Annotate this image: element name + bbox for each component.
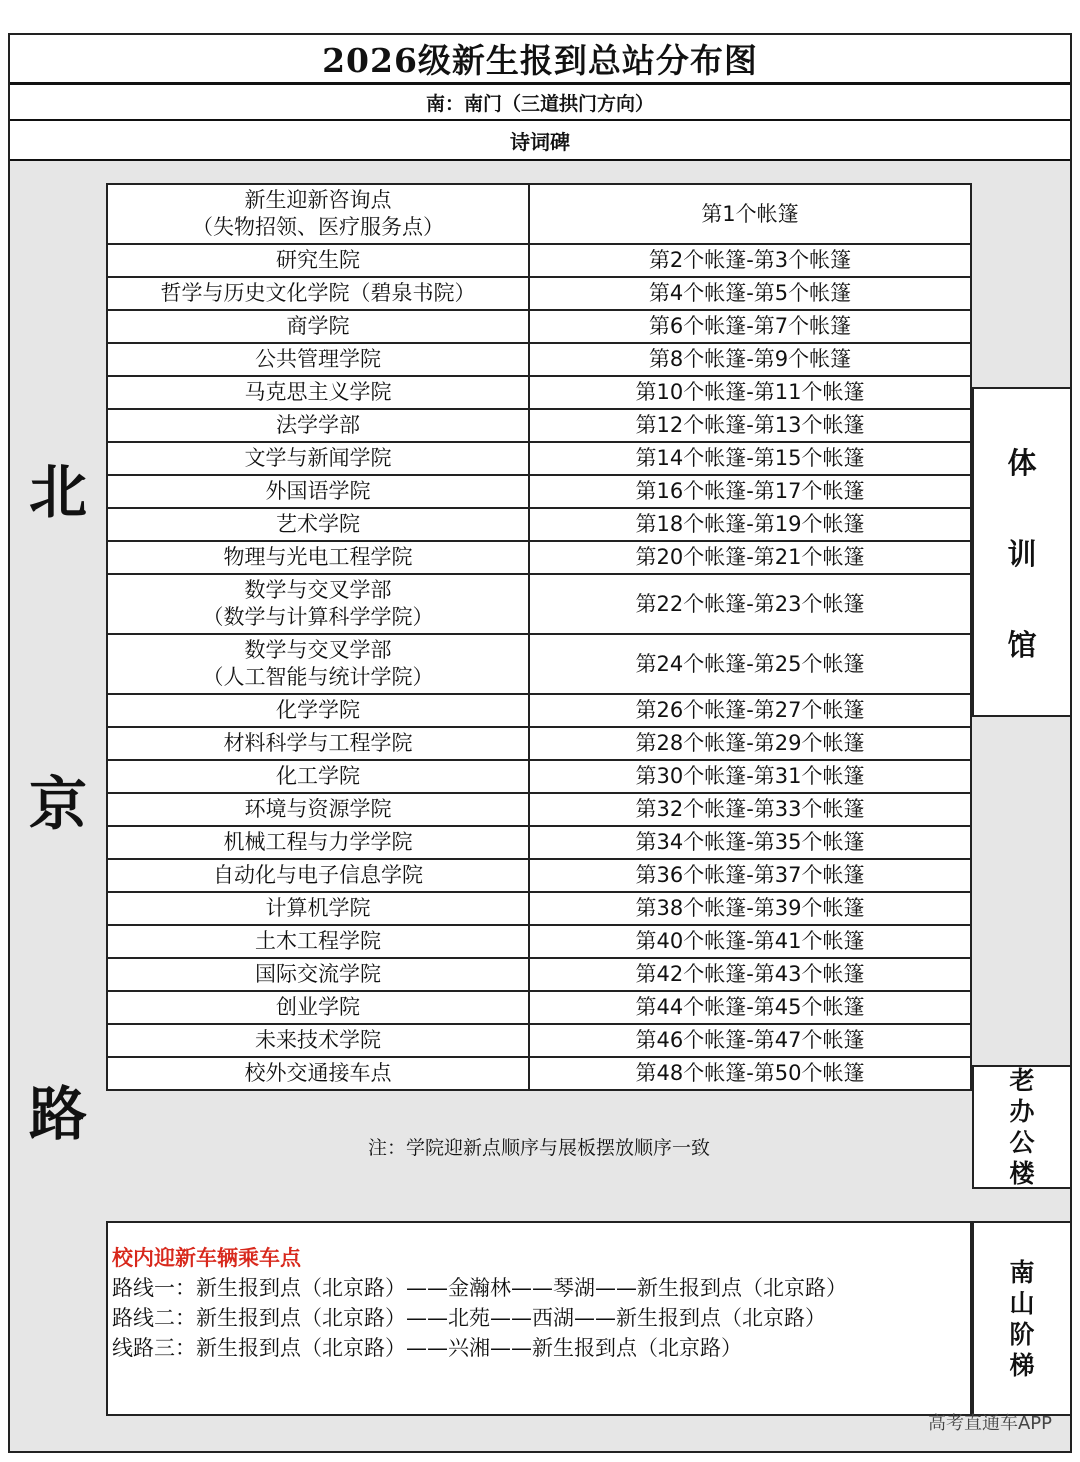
- college-cell: 创业学院: [107, 991, 529, 1024]
- booth-row: [107, 343, 971, 376]
- college-cell: 马克思主义学院: [107, 376, 529, 409]
- old-office-char: 老: [1009, 1066, 1035, 1095]
- tent-cell: 第28个帐篷-第29个帐篷: [529, 727, 971, 760]
- booth-row: [107, 727, 971, 760]
- booth-row: [107, 892, 971, 925]
- booth-row: [107, 508, 971, 541]
- booth-row: [107, 541, 971, 574]
- college-cell: 新生迎新咨询点 （失物招领、医疗服务点）: [107, 184, 529, 244]
- nanshan-char: 山: [1009, 1288, 1035, 1318]
- college-cell: 机械工程与力学学院: [107, 826, 529, 859]
- poem-stele-label: 诗词碑: [10, 121, 1070, 161]
- tent-cell: 第10个帐篷-第11个帐篷: [529, 376, 971, 409]
- bus-route-1: 路线一：新生报到点（北京路）——金瀚林——琴湖——新生报到点（北京路）: [112, 1276, 847, 1300]
- booth-row: [107, 1024, 971, 1057]
- tent-cell: 第44个帐篷-第45个帐篷: [529, 991, 971, 1024]
- booth-row: [107, 826, 971, 859]
- college-cell: 化学学院: [107, 694, 529, 727]
- tent-cell: 第42个帐篷-第43个帐篷: [529, 958, 971, 991]
- gym-char: 训: [1007, 536, 1037, 571]
- college-cell: 研究生院: [107, 244, 529, 277]
- tent-cell: 第32个帐篷-第33个帐篷: [529, 793, 971, 826]
- booth-row: [107, 1057, 971, 1090]
- tent-cell: 第14个帐篷-第15个帐篷: [529, 442, 971, 475]
- booth-row: [107, 991, 971, 1024]
- college-cell: 国际交流学院: [107, 958, 529, 991]
- nanshan-char: 阶: [1009, 1319, 1035, 1349]
- bus-route-3: 线路三：新生报到点（北京路）——兴湘——新生报到点（北京路）: [112, 1336, 742, 1360]
- college-cell: 数学与交叉学部 （数学与计算科学学院）: [107, 574, 529, 634]
- tent-cell: 第24个帐篷-第25个帐篷: [529, 634, 971, 694]
- tent-cell: 第2个帐篷-第3个帐篷: [529, 244, 971, 277]
- booth-row: [107, 442, 971, 475]
- college-cell: 哲学与历史文化学院（碧泉书院）: [107, 277, 529, 310]
- bus-route-2: 路线二：新生报到点（北京路）——北苑——西湖——新生报到点（北京路）: [112, 1306, 826, 1330]
- old-office-char: 办: [1009, 1097, 1035, 1126]
- nanshan-char: 南: [1009, 1257, 1035, 1287]
- map-frame: [8, 33, 1072, 1453]
- tent-cell: 第18个帐篷-第19个帐篷: [529, 508, 971, 541]
- booth-row: [107, 376, 971, 409]
- college-cell: 未来技术学院: [107, 1024, 529, 1057]
- college-cell: 材料科学与工程学院: [107, 727, 529, 760]
- gym-char: 馆: [1007, 627, 1037, 662]
- booth-row: [107, 244, 971, 277]
- road-char-1: 北: [28, 458, 87, 526]
- tent-cell: 第36个帐篷-第37个帐篷: [529, 859, 971, 892]
- tent-cell: 第22个帐篷-第23个帐篷: [529, 574, 971, 634]
- old-office-char: 楼: [1009, 1159, 1035, 1188]
- nanshan-steps: [972, 1221, 1072, 1416]
- tent-cell: 第8个帐篷-第9个帐篷: [529, 343, 971, 376]
- old-office-char: 公: [1009, 1128, 1035, 1157]
- tent-cell: 第40个帐篷-第41个帐篷: [529, 925, 971, 958]
- booth-row: [107, 475, 971, 508]
- booth-row: [107, 310, 971, 343]
- booth-row: [107, 634, 971, 694]
- bus-stop-panel: [106, 1221, 972, 1416]
- booth-row: [107, 184, 971, 244]
- nanshan-char: 梯: [1009, 1350, 1035, 1380]
- bus-stop-title: 校内迎新车辆乘车点: [112, 1246, 301, 1270]
- tent-cell: 第16个帐篷-第17个帐篷: [529, 475, 971, 508]
- booth-row: [107, 277, 971, 310]
- college-cell: 商学院: [107, 310, 529, 343]
- booth-row: [107, 694, 971, 727]
- tent-cell: 第1个帐篷: [529, 184, 971, 244]
- booth-row: [107, 574, 971, 634]
- watermark: 高考直通车APP: [927, 1413, 1052, 1434]
- booth-row: [107, 760, 971, 793]
- tent-cell: 第48个帐篷-第50个帐篷: [529, 1057, 971, 1090]
- booth-row: [107, 925, 971, 958]
- college-cell: 物理与光电工程学院: [107, 541, 529, 574]
- page-title: 2026级新生报到总站分布图: [10, 35, 1070, 85]
- tent-cell: 第30个帐篷-第31个帐篷: [529, 760, 971, 793]
- college-cell: 自动化与电子信息学院: [107, 859, 529, 892]
- college-cell: 数学与交叉学部 （人工智能与统计学院）: [107, 634, 529, 694]
- gym-building: [972, 387, 1072, 717]
- booth-row: [107, 958, 971, 991]
- road-char-2: 京: [28, 770, 87, 838]
- booth-row: [107, 409, 971, 442]
- college-cell: 校外交通接车点: [107, 1057, 529, 1090]
- gym-char: 体: [1007, 445, 1037, 480]
- tent-cell: 第4个帐篷-第5个帐篷: [529, 277, 971, 310]
- order-note: 注：学院迎新点顺序与展板摆放顺序一致: [367, 1137, 710, 1159]
- booth-row: [107, 793, 971, 826]
- old-office-building: [972, 1065, 1072, 1189]
- tent-cell: 第38个帐篷-第39个帐篷: [529, 892, 971, 925]
- college-cell: 法学学部: [107, 409, 529, 442]
- tent-cell: 第12个帐篷-第13个帐篷: [529, 409, 971, 442]
- tent-cell: 第34个帐篷-第35个帐篷: [529, 826, 971, 859]
- college-cell: 外国语学院: [107, 475, 529, 508]
- road-char-3: 路: [28, 1080, 87, 1148]
- college-cell: 艺术学院: [107, 508, 529, 541]
- booth-row: [107, 859, 971, 892]
- tent-cell: 第6个帐篷-第7个帐篷: [529, 310, 971, 343]
- college-cell: 土木工程学院: [107, 925, 529, 958]
- college-cell: 文学与新闻学院: [107, 442, 529, 475]
- tent-cell: 第26个帐篷-第27个帐篷: [529, 694, 971, 727]
- college-cell: 环境与资源学院: [107, 793, 529, 826]
- booth-table: [106, 183, 972, 1091]
- tent-cell: 第46个帐篷-第47个帐篷: [529, 1024, 971, 1057]
- college-cell: 化工学院: [107, 760, 529, 793]
- tent-cell: 第20个帐篷-第21个帐篷: [529, 541, 971, 574]
- college-cell: 计算机学院: [107, 892, 529, 925]
- south-gate-label: 南：南门（三道拱门方向）: [10, 85, 1070, 121]
- college-cell: 公共管理学院: [107, 343, 529, 376]
